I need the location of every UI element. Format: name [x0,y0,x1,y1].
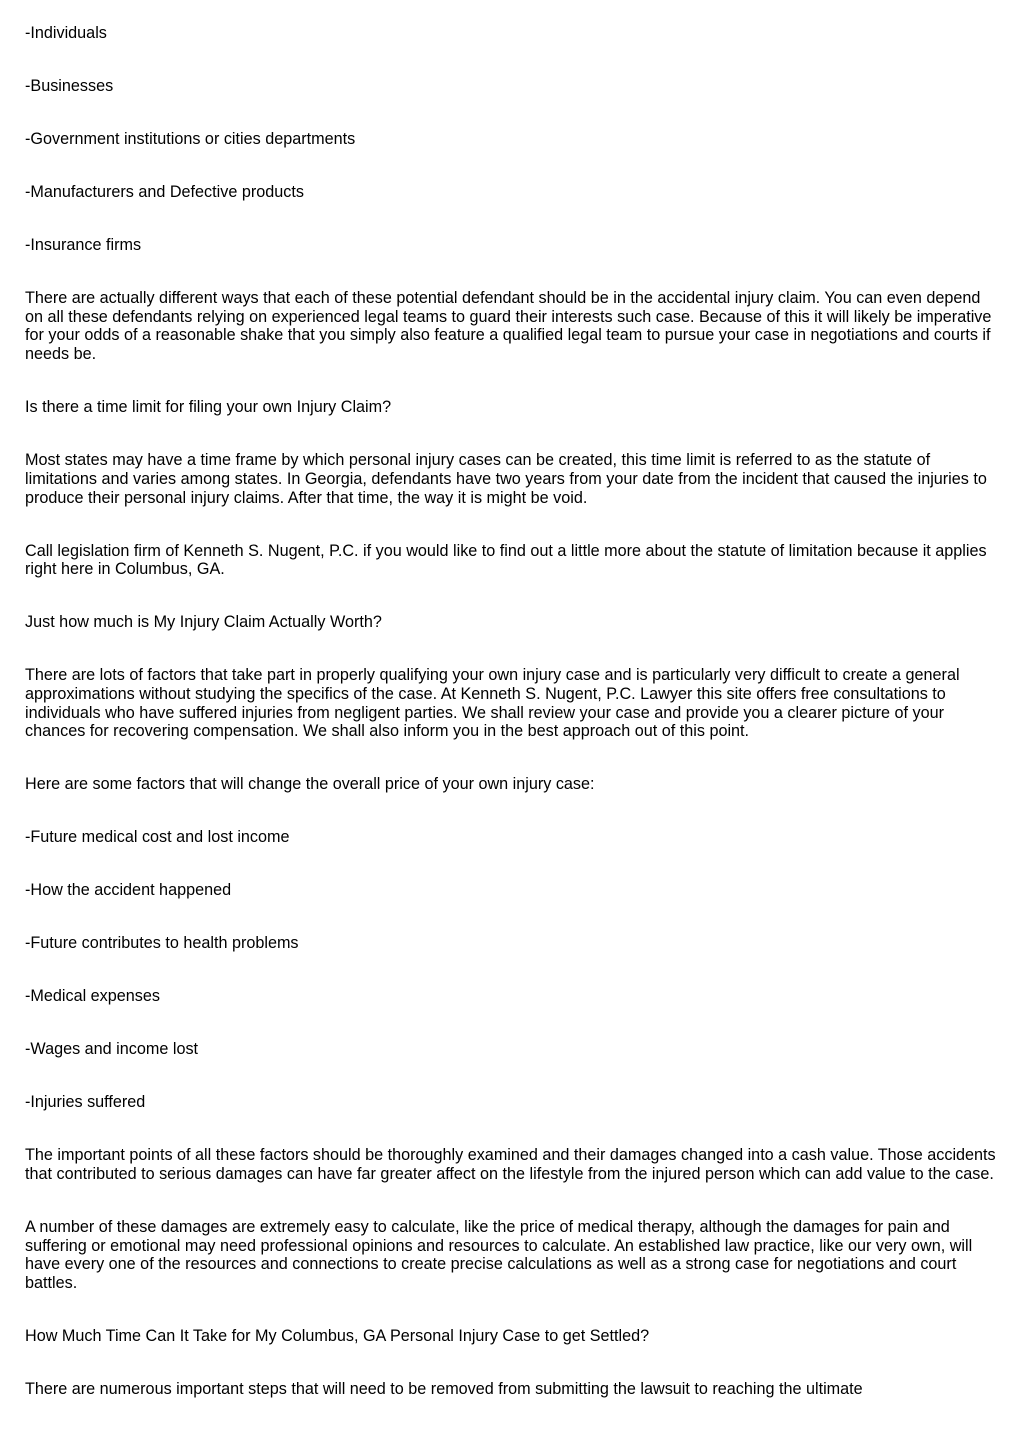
paragraph-gap [25,632,1000,666]
paragraph-gap [25,794,1000,828]
body-paragraph-call-firm: Call legislation firm of Kenneth S. Nugent, P.C. if you would like to find out a little more about the statute of limitation because it applies right here in Columbus, GA. [25,541,987,579]
body-paragraph-statute: Most states may have a time frame by which personal injury cases can be created, this time limit is referred to as the statute of limitations and varies among states. In Georgia, defendants have two years from your date from the incident that caused the injuries to produce their personal injury claims. After that time, the way it is might be void. [25,451,987,507]
paragraph-gap [25,364,1000,398]
document-page [25,24,1000,1399]
paragraph-gap [25,1006,1000,1040]
paragraph-gap [25,900,1000,934]
list-item-how-accident: -How the accident happened [25,881,232,900]
paragraph-gap [25,1059,1000,1093]
list-item-future-medical: -Future medical cost and lost income [25,828,290,847]
list-item-manufacturers: -Manufacturers and Defective products [25,183,304,201]
paragraph-gap [25,507,1000,541]
list-item-government: -Government institutions or cities departments [25,130,356,148]
list-item-health-problems: -Future contributes to health problems [25,934,299,953]
section-heading-settlement-time: How Much Time Can It Take for My Columbus, GA Personal Injury Case to get Settled? [25,1327,650,1346]
paragraph-gap [25,741,1000,775]
body-paragraph-steps: There are numerous important steps that will need to be removed from submitting the lawsuit to reaching the ultimate [25,1380,863,1399]
body-paragraph-cash-value: The important points of all these factors should be thoroughly examined and their damages changed into a cash value. Those accidents that contributed to serious damages can have far greater affect on the lifestyle from the injured person which can add value to the case. [25,1146,996,1184]
paragraph-gap [25,417,1000,451]
paragraph-gap [25,96,1000,130]
body-paragraph-calculations: A number of these damages are extremely easy to calculate, like the price of medical therapy, although the damages for pain and suffering or emotional may need professional opinions and resources to calculate. An established law practice, like our very own, will have every one of the resources and connections to create precise calculations as well as a strong case for negotiations and court battles. [25,1218,973,1293]
paragraph-gap [25,255,1000,289]
paragraph-gap [25,847,1000,881]
list-item-insurance: -Insurance firms [25,236,142,254]
section-heading-time-limit: Is there a time limit for filing your own Injury Claim? [25,398,392,417]
body-paragraph-factors-intro: Here are some factors that will change the overall price of your own injury case: [25,775,595,794]
paragraph-gap [25,953,1000,987]
paragraph-gap [25,1346,1000,1380]
list-item-injuries-suffered: -Injuries suffered [25,1093,146,1112]
section-heading-claim-worth: Just how much is My Injury Claim Actually Worth? [25,613,382,632]
paragraph-gap [25,1112,1000,1146]
paragraph-gap [25,202,1000,236]
body-paragraph-factors: There are lots of factors that take part in properly qualifying your own injury case and is particularly very difficult to create a general approximations without studying the specifics of the case. At Kenneth S. Nugent, P.C. Lawyer this site offers free consultations to individuals who have suffered injuries from negligent parties. We shall review your case and provide you a clearer picture of your chances for recovering compensation. We shall also inform you in the best approach out of this point. [25,666,960,741]
paragraph-gap [25,1184,1000,1218]
list-item-medical-expenses: -Medical expenses [25,987,160,1006]
paragraph-gap [25,43,1000,77]
list-item-individuals: -Individuals [25,24,107,42]
list-item-wages-lost: -Wages and income lost [25,1040,199,1059]
paragraph-gap [25,1293,1000,1327]
list-item-businesses: -Businesses [25,77,114,95]
paragraph-gap [25,149,1000,183]
body-paragraph-defendants: There are actually different ways that each of these potential defendant should be in the accidental injury claim. You can even depend on all these defendants relying on experienced legal teams to guard their interests such case. Because of this it will likely be imperative for your odds of a reasonable shake that you simply also feature a qualified legal team to pursue your case in negotiations and courts if needs be. [25,289,992,364]
paragraph-gap [25,579,1000,613]
